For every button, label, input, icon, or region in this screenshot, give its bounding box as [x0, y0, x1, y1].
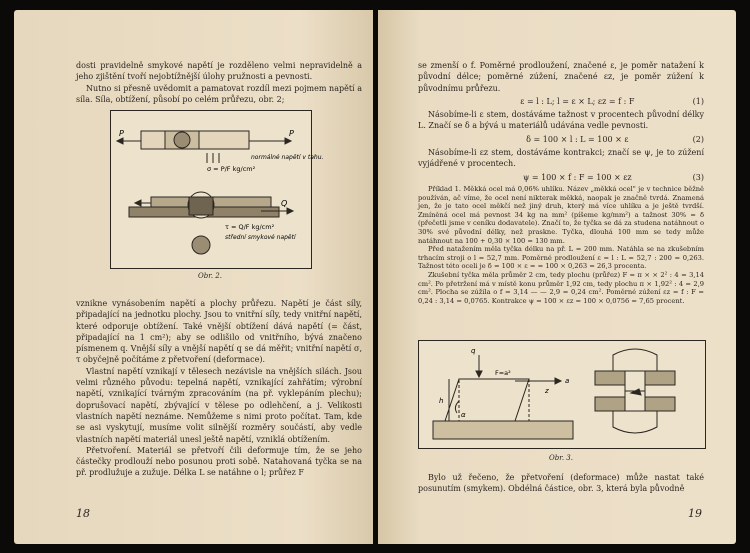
label-tau-formula: τ = Q/F kg/cm² [225, 223, 275, 231]
equation-number: (1) [692, 96, 704, 106]
paragraph: vznikne vynásobením napětí a plochy průřezu. Napětí je část síly, připadající na jednotku plochy. Jsou to vnitřní síly, tedy vnitřní napětí, které odporuje obtížení. Také vnější obtížení dává napětí (= část, připadající na 1 cm²); aby se odlišilo od vnitřního, bývá značeno písmenem q. Vnější síly a vnější napětí q se dá měřit; vnitřní napětí σ, τ obyčejně počítáme z přetvoření (deformace). [76, 299, 362, 365]
left-bottom-text [76, 298, 362, 479]
label-a: a [565, 377, 570, 385]
equation-3 [418, 172, 704, 183]
bar-cross-section [174, 132, 190, 148]
paragraph: Vlastní napětí vznikají v tělesech nezávisle na vnějších silách. Jsou velmi různého původu: tepelná napětí, vznikající zahřátím; výrobní napětí, vznikající tvárným zpracováním (na př. vyklepáním plechu); doprušovací napětí, zbývající v tělese po odlehčení, a j. Velikosti vlastních napětí neznáme. Nemůžeme s nimi proto počítat. Tam, kde se asi vyskytují, musíme volit silnější rozměry součástí, aby vedle vlastních napětí materiál unesl ještě napětí, vzniklá obtížením. [76, 366, 362, 444]
label-sigma-formula: σ = P/F kg/cm² [207, 165, 256, 173]
figure-3-drawing [419, 341, 705, 448]
rivet-head-bottom [613, 411, 657, 433]
equation-text: ε = l : L; l = ε × L; εz = f : F [520, 96, 635, 106]
equation-1 [418, 96, 704, 107]
arrow-right-head [285, 138, 291, 144]
arrow-left-head [117, 138, 123, 144]
example-block [418, 185, 704, 305]
right-top-text [418, 60, 704, 305]
figure-2 [110, 110, 324, 269]
paragraph: Nutno si přesně uvědomit a pamatovat rozdíl mezi pojmem napětí a síla. Síla, obtížení, působí po celém průřezu, obr. 2; [76, 83, 362, 104]
label-f: F=a² [495, 369, 511, 377]
paragraph: Před natažením měla tyčka délku na př. L = 200 mm. Natáhla se na zkušebním trhacím stroji o l = 52,7 mm. Poměrné prodloužení ε = l : L = 52,7 : 200 = 0,263. Tažnost této oceli je δ = 100 × ε = = 100 × 0,263 = 26,3 procenta. [418, 245, 704, 271]
right-bottom-text [418, 472, 704, 495]
equation-number: (3) [692, 172, 704, 182]
label-p-left: P [119, 129, 124, 138]
label-tau-note: střední smykové napětí [225, 234, 296, 241]
equation-2 [418, 134, 704, 145]
label-alpha: α [461, 411, 466, 419]
right-page [378, 10, 736, 544]
figure-3 [418, 340, 706, 449]
left-top-text [76, 60, 362, 105]
figure-3-caption: Obr. 3. [549, 454, 573, 462]
page-number-right: 19 [688, 507, 702, 520]
label-z: z [545, 387, 549, 395]
equation-text: ψ = 100 × f : F = 100 × εz [523, 172, 632, 182]
paragraph: Zkušební tyčka měla průměr 2 cm, tedy plochu (průřez) F = π × × 2² : 4 = 3,14 cm². Po přetržení má v místě konu průměr 1,92 cm, tedy plochu π × 1,92² : 4 = 2,9 cm². Plocha se zúžila o f = 3,14 — — 2,9 = 0,24 cm². Poměrné zúžení εz = f : F = 0,24 : 3,14 = 0,0765. Kontrakce ψ = 100 × εz = 100 × 0,0756 = 7,65 procent. [418, 270, 704, 305]
label-sigma-note: normálné napětí v tahu. [251, 154, 324, 161]
rivet-section [192, 236, 210, 254]
paragraph: se zmenší o f. Poměrné prodloužení, značené ε, je poměr natažení k původní délce; poměrné zúžení, značené εz, je poměr zúžení k původnímu průřezu. [418, 61, 704, 93]
base-hatch [433, 421, 573, 439]
paragraph: Přetvoření. Materiál se přetvoří čili deformuje tím, že se jeho částečky prodlouží nebo posunou proti sobě. Natahovaná tyčka se na př. prodlužuje a zužuje. Délka L se natáhne o l; průřez F [76, 445, 362, 478]
page-number-left: 18 [76, 507, 90, 520]
label-h: h [439, 397, 444, 405]
paragraph: Násobíme-li ε stem, dostáváme tažnost v procentech původní délky L. Značí se δ a bývá u materiálů udávána vedle pevnosti. [418, 110, 704, 131]
paragraph: Příklad 1. Měkká ocel má 0,06% uhlíku. Název „měkká ocel" je v technice běžně používán, ač víme, že ocel není nikterak měkká, naopak je značně tvrdá. Znamená jen, že je tato ocel měkčí než jiný druh, který má více uhlíku a je ještě tvrdší. Zmíněná ocel má pevnost 34 kg na mm² (píšeme kg/mm²) a tažnost 30% = δ (přečetli jsme v ceníku dodavatele). Značí to, že tyčka se dá za studena natáhnout o 30% své původní délky, než praskne. Tyčka, dlouhá 100 mm se tedy může natáhnout na 100 + 0,30 × 100 = 130 mm. [418, 184, 704, 245]
rivet-shank [189, 197, 213, 215]
paragraph: dosti pravidelně smykové napětí je rozděleno velmi nepravidelně a jeho zjištění tvoří nejobtížnější úlohy pružnosti a pevnosti. [76, 61, 362, 82]
paragraph: Násobíme-li εz stem, dostáváme kontrakci; značí se ψ, je to zúžení vyjádřené v procentech. [418, 148, 704, 169]
figure-2-caption: Obr. 2. [198, 272, 222, 280]
left-page [14, 10, 373, 544]
equation-text: δ = 100 × l : L = 100 × ε [526, 134, 629, 144]
label-q: q [471, 347, 476, 355]
sheared-block [445, 379, 529, 421]
paragraph: Bylo už řečeno, že přetvoření (deformace) může nastat také posunutím (smykem). Obdélná částice, obr. 3, která byla původně [418, 473, 704, 494]
label-q: Q [281, 199, 288, 208]
label-p-right: P [289, 129, 294, 138]
equation-number: (2) [692, 134, 704, 144]
figure-2-drawing [111, 111, 324, 268]
rivet-head-top [613, 349, 657, 371]
